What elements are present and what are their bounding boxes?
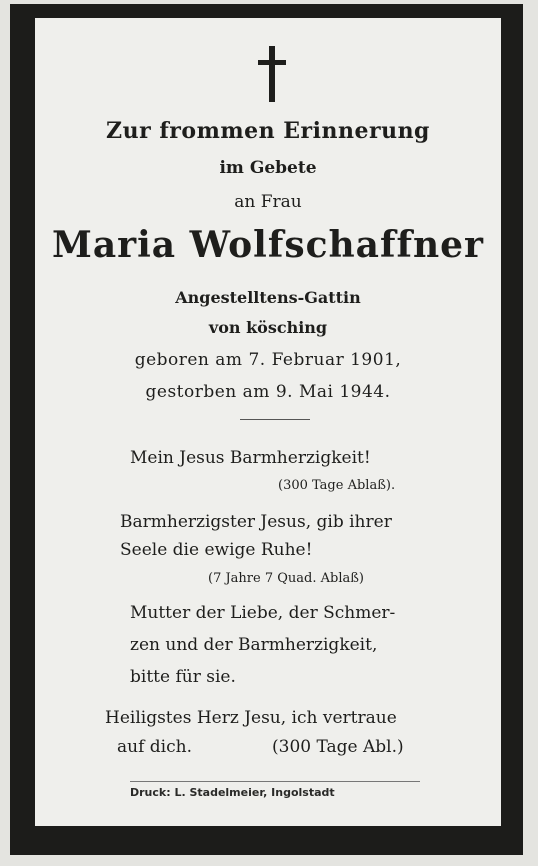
occupation-line-1: Angestelltens-Gattin bbox=[175, 288, 361, 307]
prayer-4-note: (300 Tage Abl.) bbox=[272, 737, 404, 757]
printer-imprint: Druck: L. Stadelmeier, Ingolstadt bbox=[130, 781, 420, 799]
prayer-4-line-1: Heiligstes Herz Jesu, ich vertraue bbox=[105, 708, 397, 728]
latin-cross-icon bbox=[258, 46, 286, 102]
prayer-2-line-2: Seele die ewige Ruhe! bbox=[120, 540, 313, 560]
prayer-4-line-2: auf dich. bbox=[117, 737, 192, 757]
prayer-1-line-1: Mein Jesus Barmherzigkeit! bbox=[130, 448, 371, 468]
prayer-1-note: (300 Tage Ablaß). bbox=[278, 478, 396, 493]
prayer-2-note: (7 Jahre 7 Quad. Ablaß) bbox=[208, 571, 364, 586]
deceased-name: Maria Wolfschaffner bbox=[51, 224, 485, 266]
birth-date: geboren am 7. Februar 1901, bbox=[134, 350, 402, 370]
prayer-3-line-1: Mutter der Liebe, der Schmer- bbox=[130, 603, 396, 623]
prayer-2-line-1: Barmherzigster Jesus, gib ihrer bbox=[120, 512, 392, 532]
card-subline-1: im Gebete bbox=[219, 158, 317, 178]
death-date: gestorben am 9. Mai 1944. bbox=[145, 382, 391, 402]
divider bbox=[240, 419, 310, 420]
occupation-line-2: von kösching bbox=[208, 318, 328, 337]
card-subline-2: an Frau bbox=[234, 192, 302, 212]
prayer-3-line-3: bitte für sie. bbox=[130, 667, 236, 687]
card-heading: Zur frommen Erinnerung bbox=[106, 118, 430, 144]
prayer-3-line-2: zen und der Barmherzigkeit, bbox=[130, 635, 378, 655]
